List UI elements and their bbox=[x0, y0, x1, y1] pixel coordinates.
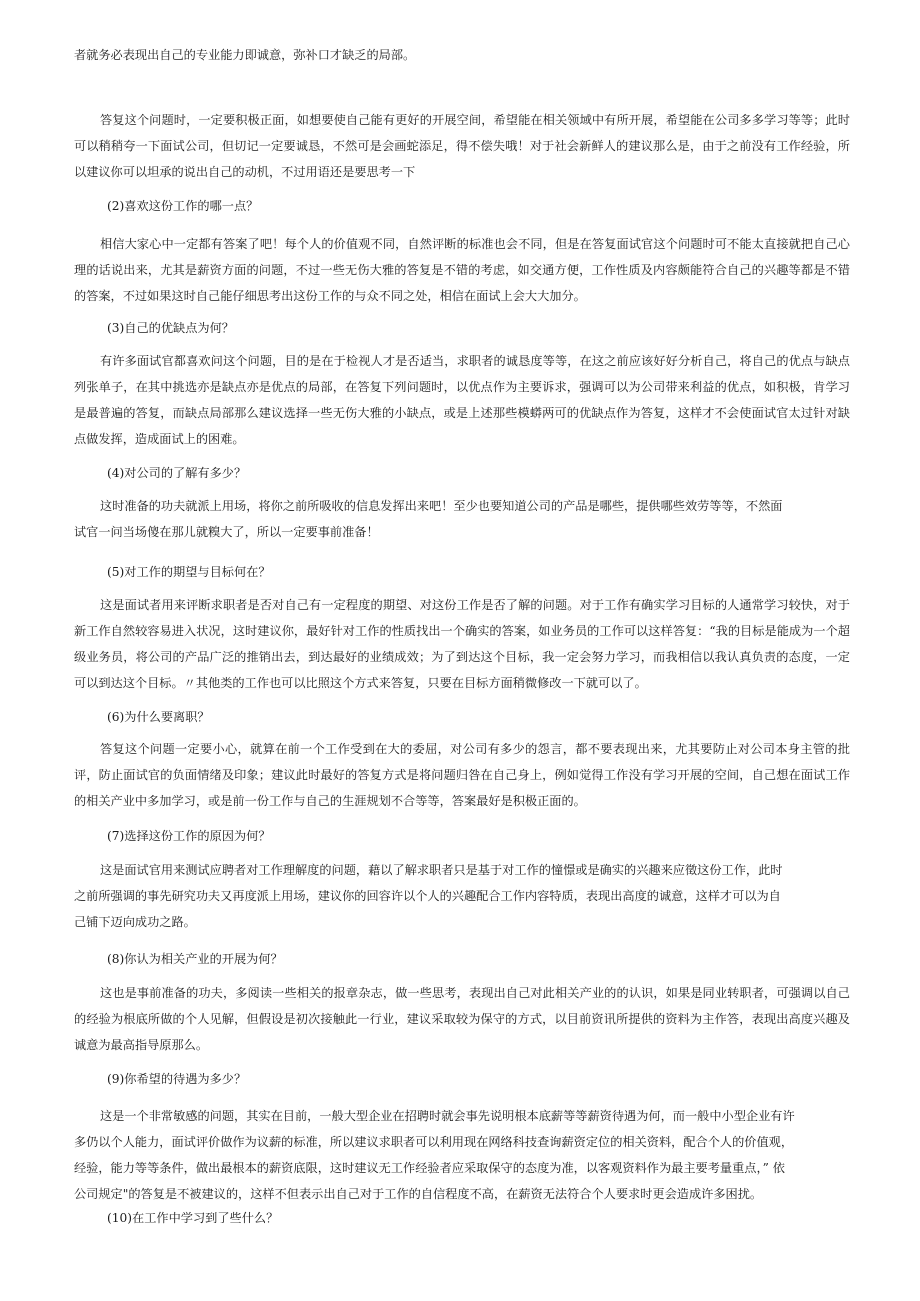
question-heading-10: (10)在工作中学习到了些什么？ bbox=[107, 1211, 279, 1225]
paragraph-answer-6: 答复这个问题一定要小心，就算在前一个工作受到在大的委屈，对公司有多少的怨言，都不要表现出来，尤其要防止对公司本身主管的批评，防止面试官的负面情绪及印象；建议此时最好的答复方式是将问题归咎在自己身上，例如觉得工作没有学习开展的空间，自己想在面试工作的相关产业中多加学习，或是前一份工作与自己的生涯规划不合等等，答案最好是积极正面的。 bbox=[74, 742, 850, 808]
paragraph-answer-7-line-3: 己铺下迈向成功之路。 bbox=[74, 915, 196, 929]
paragraph-answer-3: 有许多面试官都喜欢问这个问题，目的是在于检视人才是否适当，求职者的诚恳度等等，在这之前应该好好分析自己，将自己的优点与缺点列张单子，在其中挑选亦是缺点亦是优点的局部，在答复下列问题时，以优点作为主要诉求，强调可以为公司带来利益的优点，如积极，肯学习是最普遍的答复，而缺点局部那么建议选择一些无伤大雅的小缺点，或是上述那些模蟒两可的优缺点作为答复，这样才不会使面试官太过针对缺点做发挥，造成面试上的困难。 bbox=[74, 354, 850, 446]
paragraph-answer-9-line-1: 这是一个非常敏感的问题，其实在目前，一般大型企业在招聘时就会事先说明根本底薪等等薪资待遇为何，而一般中小型企业有许 bbox=[100, 1109, 795, 1123]
paragraph-answer-4-line-2: 试官一问当场傻在那儿就糗大了，所以一定要事前准备！ bbox=[74, 525, 379, 539]
paragraph-answer-7-line-2: 之前所强调的事先研究功夫又再度派上用场，建议你的回容许以个人的兴趣配合工作内容特质，表现出高度的诚意，这样才可以为自 bbox=[74, 889, 781, 903]
paragraph-answer-9-line-2: 多仍以个人能力，面试评价做作为议薪的标准，所以建议求职者可以利用现在网络科技查询薪资定位的相关资料，配合个人的价值观， bbox=[74, 1135, 794, 1149]
question-heading-5: (5)对工作的期望与目标何在？ bbox=[107, 565, 271, 579]
paragraph-answer-9-line-4: 公司规定"的答复是不被建议的，这样不但表示出自己对于工作的自信程度不高，在薪资无法符合个人要求时更会造成许多困扰。 bbox=[74, 1187, 763, 1201]
paragraph-answer-9-line-3: 经验，能力等等条件，做出最根本的薪资底限，这时建议无工作经验者应采取保守的态度为准，以客观资料作为最主要考量重点，” 依 bbox=[74, 1161, 785, 1175]
question-heading-2: (2)喜欢这份工作的哪一点？ bbox=[107, 199, 259, 213]
question-heading-8: (8)你认为相关产业的开展为何？ bbox=[107, 952, 283, 966]
paragraph-answer-5: 这是面试者用来评断求职者是否对自己有一定程度的期望、对这份工作是否了解的问题。对于工作有确实学习目标的人通常学习较快，对于新工作自然较容易进入状况，这时建议你，最好针对工作的性质找出一个确实的答案，如业务员的工作可以这样答复：“我的目标是能成为一个超级业务员，将公司的产品广泛的推销出去，到达最好的业绩成效；为了到达这个目标，我一定会努力学习，而我相信以我认真负责的态度，一定可以到达这个目标。〃其他类的工作也可以比照这个方式来答复，只要在目标方面稍微修改一下就可以了。 bbox=[74, 598, 850, 690]
continuation-line: 者就务必表现出自己的专业能力即诚意，弥补口才缺乏的局部。 bbox=[74, 48, 416, 62]
question-heading-3: (3)自己的优缺点为何？ bbox=[107, 321, 234, 335]
paragraph-answer-7-line-1: 这是面试官用来测试应聘者对工作理解度的问题，藉以了解求职者只是基于对工作的憧憬或是确实的兴趣来应徵这份工作，此时 bbox=[100, 863, 783, 877]
paragraph-answer-2: 相信大家心中一定都有答案了吧！每个人的价值观不同，自然评断的标准也会不同，但是在答复面试官这个问题时可不能太直接就把自己心理的话说出来，尤其是薪资方面的问题，不过一些无伤大雅的答复是不错的考虑，如交通方便，工作性质及内容颇能符合自己的兴趣等都是不错的答案，不过如果这时自己能仔细思考出这份工作的与众不同之处，相信在面试上会大大加分。 bbox=[74, 237, 850, 303]
paragraph-answer-4-line-1: 这时准备的功夫就派上用场，将你之前所吸收的信息发挥出来吧！至少也要知道公司的产品是哪些，提供哪些效劳等等，不然面 bbox=[100, 499, 783, 513]
question-heading-6: (6)为什么要离职？ bbox=[107, 710, 210, 724]
question-heading-4: (4)对公司的了解有多少？ bbox=[107, 466, 247, 480]
question-heading-7: (7)选择这份工作的原因为何？ bbox=[107, 829, 271, 843]
question-heading-9: (9)你希望的待遇为多少？ bbox=[107, 1072, 247, 1086]
paragraph-answer-8: 这也是事前准备的功夫，多阅读一些相关的报章杂志，做一些思考，表现出自己对此相关产业的的认识，如果是同业转职者，可强调以自己的经验为根底所做的个人见解，但假设是初次接触此一行业，建议采取较为保守的方式，以目前资讯所提供的资料为主作答，表现出高度兴趣及诚意为最高指导原那么。 bbox=[74, 986, 850, 1052]
paragraph-answer-1: 答复这个问题时，一定要积极正面，如想要使自己能有更好的开展空间，希望能在相关领域中有所开展，希望能在公司多多学习等等；此时可以稍稍夸一下面试公司，但切记一定要诚恳，不然可是会画蛇添足，得不偿失哦！对于社会新鲜人的建议那么是，由于之前没有工作经验，所以建议你可以坦承的说出自己的动机，不过用语还是要思考一下 bbox=[74, 113, 850, 179]
